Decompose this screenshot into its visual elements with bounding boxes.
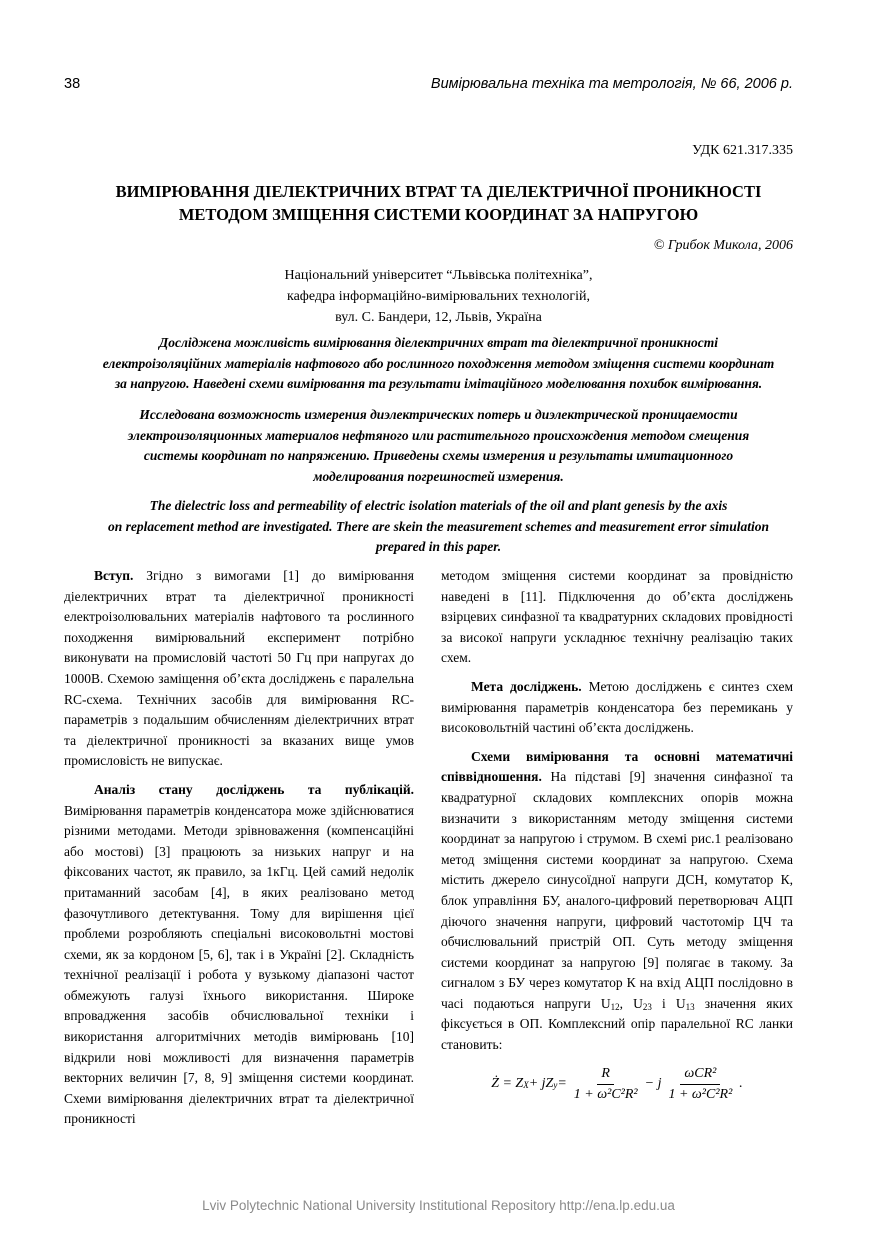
aim-text: Метою досліджень є синтез схем вимірювання параметрів конденсатора без перемикань у високовольтній частині об’єкта досліджень. (441, 678, 793, 736)
abstract-line: prepared in this paper. (375, 539, 502, 554)
abstract-ukrainian (52, 333, 825, 395)
intro-text: Згідно з вимогами [1] до вимірювання діелектричних втрат та діелектричної проникності електроізолювальних матеріалів нафтового та рослинного походження вимірювальний експеримент потрібно виконувати на промисловій частоті 50 Гц при напругах до 1000В. Схемою заміщення об’єкта досліджень є паралельна RC-схема. Технічних засобів для вимірювання RC-параметрів з подальшим обчисленням діелектричних втрат та діелектричної проникності за вказаних вище умов промисловість не випускає. (64, 568, 414, 769)
affiliation (40, 265, 837, 328)
schemes-paragraph (441, 747, 793, 1056)
author-copyright: © Грибок Микола, 2006 (653, 238, 793, 253)
journal-header: Вимірювальна техніка та метрологія, № 66, 2006 р. (430, 76, 793, 92)
formula-denominator: 1 + ω²C²R² (668, 1087, 733, 1103)
repository-footer: Lviv Polytechnic National University Institutional Repository http://ena.lp.edu.ua (202, 1198, 675, 1213)
schemes-text: значення яких фіксується в ОП. Комплексний опір паралельної RC ланки становить: (441, 995, 794, 1053)
formula-numerator: ωCR² (680, 1064, 720, 1086)
title-line-1: ВИМІРЮВАННЯ ДІЕЛЕКТРИЧНИХ ВТРАТ ТА ДІЕЛЕКТРИЧНОЇ ПРОНИКНОСТІ (115, 182, 762, 201)
abstract-russian (52, 405, 825, 487)
formula-numerator: R (597, 1064, 614, 1086)
impedance-formula: Ż = Z X + jZ y = $\frac{R}{\text{1 + ω²C²R²}}$ − j $\frac{\text{ωCR²}}{\text{1 + ω²C²R²}}$ . (441, 1064, 793, 1106)
analysis-text: Вимірювання параметрів конденсатора може здійснюватися різними методами. Методи зрівноваження (компенсаційні або мостові) [3] працюють за низьких напруг и на фіксованих частот, як правило, за 1кГц. Цей самий недолік притаманний засобам [4], в яких реалізовано метод фазочутливого детектування. Тому для вирішення цієї проблеми розробляють спеціальні високовольтні мостові схеми, як за кордоном [5, 6], так і в Україні [2]. Складність технічної реалізації і робота у вузькому діапазоні частот обмежують галузі їхнього використання. Широке впровадження засобів обчислювальної техніки і використання алгоритмічних методів вимірювань [10] відкрили нові можливості для визначення параметрів векторних величин [7, 8, 9] зміщення системи координат. Схеми вимірювання діелектричних втрат та діелектричної проникності (64, 802, 414, 1127)
abstract-line: системы координат по напряжению. Приведены схемы измерения и результаты имитационного (143, 448, 734, 463)
abstract-english (52, 496, 825, 558)
abstract-line: The dielectric loss and permeability of electric isolation materials of the oil and plant genesis by the axis (149, 498, 728, 513)
affiliation-line: Національний університет “Львівська політехніка”, (284, 268, 593, 283)
analysis-heading: Аналіз стану досліджень та публікацій. (94, 781, 414, 797)
formula-fraction-1 (570, 1064, 642, 1106)
intro-heading: Вступ. (94, 568, 134, 583)
udk-code: УДК 621.317.335 (692, 143, 793, 158)
affiliation-line: вул. С. Бандери, 12, Львів, Україна (335, 310, 542, 325)
body-column-left (64, 566, 414, 1138)
intro-paragraph (64, 566, 414, 772)
formula-lhs: Ż = Z (491, 1076, 524, 1092)
abstract-line: моделирования погрешностей измерения. (313, 468, 564, 484)
aim-heading: Мета досліджень. (471, 678, 582, 694)
paper-title (40, 180, 837, 226)
schemes-heading: Схеми вимірювання та основні математичні співвідношення. (441, 748, 793, 785)
abstract-line: электроизоляционных материалов нефтяного или растительного происхождения методом смещения (127, 427, 750, 443)
abstract-line: Исследована возможность измерения диэлектрических потерь и диэлектрической проницаемости (139, 407, 738, 422)
abstract-line: on replacement method are investigated. There are skein the measurement schemes and measurement error simulation (107, 518, 770, 534)
abstract-line: за напругою. Наведені схеми вимірювання та результати імітаційного моделювання похибок вимірювання. (114, 376, 763, 391)
schemes-text: , U (619, 995, 643, 1011)
affiliation-line: кафедра інформаційно-вимірювальних технологій, (287, 289, 590, 304)
body-column-right (441, 566, 793, 1106)
abstract-line: електроізоляційних матеріалів нафтового або рослинного походження методом зміщення системи координат (102, 355, 775, 371)
formula-fraction-2 (664, 1064, 736, 1106)
continued-paragraph: методом зміщення системи координат за провідністю наведені в [11]. Підключення до об’єкта досліджень взірцевих синфазної та квадратурних складових провідності за високої напруги ускладнює технічну реалізацію таких схем. (441, 568, 793, 666)
schemes-text: На підставі [9] значення синфазної та квадратурної складових комплексних опорів можна визначити з використанням методу зміщення системи координат за напругою і струмом. В схемі рис.1 реалізовано метод зміщення системи координат за напругою. Схема містить джерело синусоїдної напруги ДСН, комутатор К, блок управління БУ, аналого-цифровий перетворювач АЦП діючого значення напруги, цифровий частотомір ЦЧ та обчислювальний пристрій ОП. Суть методу зміщення системи координат за напругою [9] полягає в такому. За сигналом з БУ через комутатор К на вхід АЦП послідовно в часі подаються напруги U (441, 769, 793, 1011)
title-line-2: МЕТОДОМ ЗМІЩЕННЯ СИСТЕМИ КООРДИНАТ ЗА НАПРУГОЮ (178, 205, 699, 224)
formula-end: . (739, 1076, 743, 1092)
subscript: 13 (685, 1001, 695, 1012)
formula-equals: = (557, 1076, 567, 1092)
subscript: 23 (642, 1001, 652, 1012)
page-number: 38 (64, 76, 81, 92)
aim-paragraph (441, 677, 793, 739)
schemes-text: і U (651, 995, 686, 1011)
formula-denominator: 1 + ω²C²R² (573, 1087, 638, 1103)
abstract-line: Досліджена можливість вимірювання діелектричних втрат та діелектричної проникності (159, 335, 718, 350)
formula-plus: + jZ (528, 1076, 554, 1092)
analysis-paragraph (64, 780, 414, 1130)
subscript: 12 (610, 1001, 620, 1012)
formula-minus: − j (644, 1076, 662, 1092)
